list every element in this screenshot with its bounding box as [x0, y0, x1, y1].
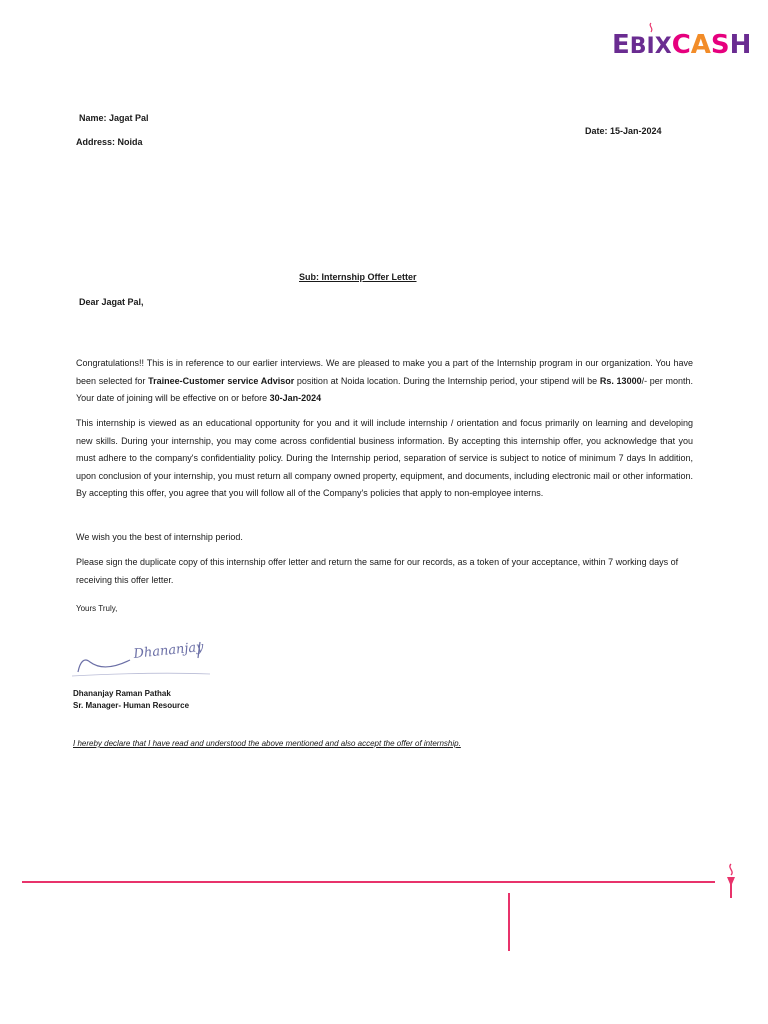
logo-letter: X [654, 34, 672, 59]
recipient-address: Address: Noida [76, 137, 143, 147]
logo-letter: B [629, 34, 647, 59]
signature-image [70, 632, 215, 680]
closing: Yours Truly, [76, 604, 118, 613]
position-title: Trainee-Customer service Advisor [148, 375, 295, 386]
svg-text:Dhananjay: Dhananjay [132, 639, 205, 662]
paragraph-terms: This internship is viewed as an educational opportunity for you and it will include internship / orientation and focus primarily on learning and developing new skills. During your internship, you may come across confidential business information. By accepting this internship offer, you acknowledge that you must adhere to the company's confidentiality policy. During the Internship period, separation of service is subject to notice of minimum 7 days In addition, upon conclusion of your internship, you must return all company owned property, equipment, and documents, including electronic mail or other information. By accepting this offer, you agree that you will follow all of the Company's policies that apply to non-employee interns. [76, 418, 693, 498]
paragraph-intro: Congratulations!! This is in reference to our earlier interviews. We are pleased to make you a part of the Internship program in our organization. You have been selected for Trainee-Customer service Advisor position at Noida location. During the Internship period, your stipend will be Rs. 13000/- per month. Your date of joining will be effective on or before 30-Jan-2024 [76, 358, 693, 403]
letter-subject: Sub: Internship Offer Letter [299, 272, 417, 282]
footer-divider [22, 881, 715, 883]
signatory-name: Dhananjay Raman Pathak [73, 689, 171, 698]
signatory-title: Sr. Manager- Human Resource [73, 701, 190, 710]
logo-letter: E [612, 30, 630, 60]
paragraph-instructions: Please sign the duplicate copy of this internship offer letter and return the same for our records, as a token of your acceptance, within 7 working days of receiving this offer letter. [76, 557, 679, 585]
recipient-name: Name: Jagat Pal [79, 113, 149, 123]
salutation: Dear Jagat Pal, [79, 297, 144, 307]
torch-icon [724, 862, 738, 900]
paragraph-wishes: We wish you the best of internship period. [76, 532, 243, 542]
logo-letter: I [646, 34, 655, 59]
logo-letter: H [729, 30, 752, 60]
footer-vertical-divider [508, 893, 510, 951]
letter-date: Date: 15-Jan-2024 [585, 126, 662, 136]
company-logo [612, 26, 752, 70]
logo-letter: A [690, 30, 711, 60]
logo-letter: C [671, 30, 691, 60]
logo-wordmark [612, 30, 751, 60]
stipend-amount: Rs. 13000 [599, 375, 642, 386]
logo-letter: S [710, 30, 730, 60]
declaration: I hereby declare that I have read and understood the above mentioned and also accept the offer of internship. [73, 739, 461, 748]
joining-date: 30-Jan-2024 [269, 393, 322, 403]
